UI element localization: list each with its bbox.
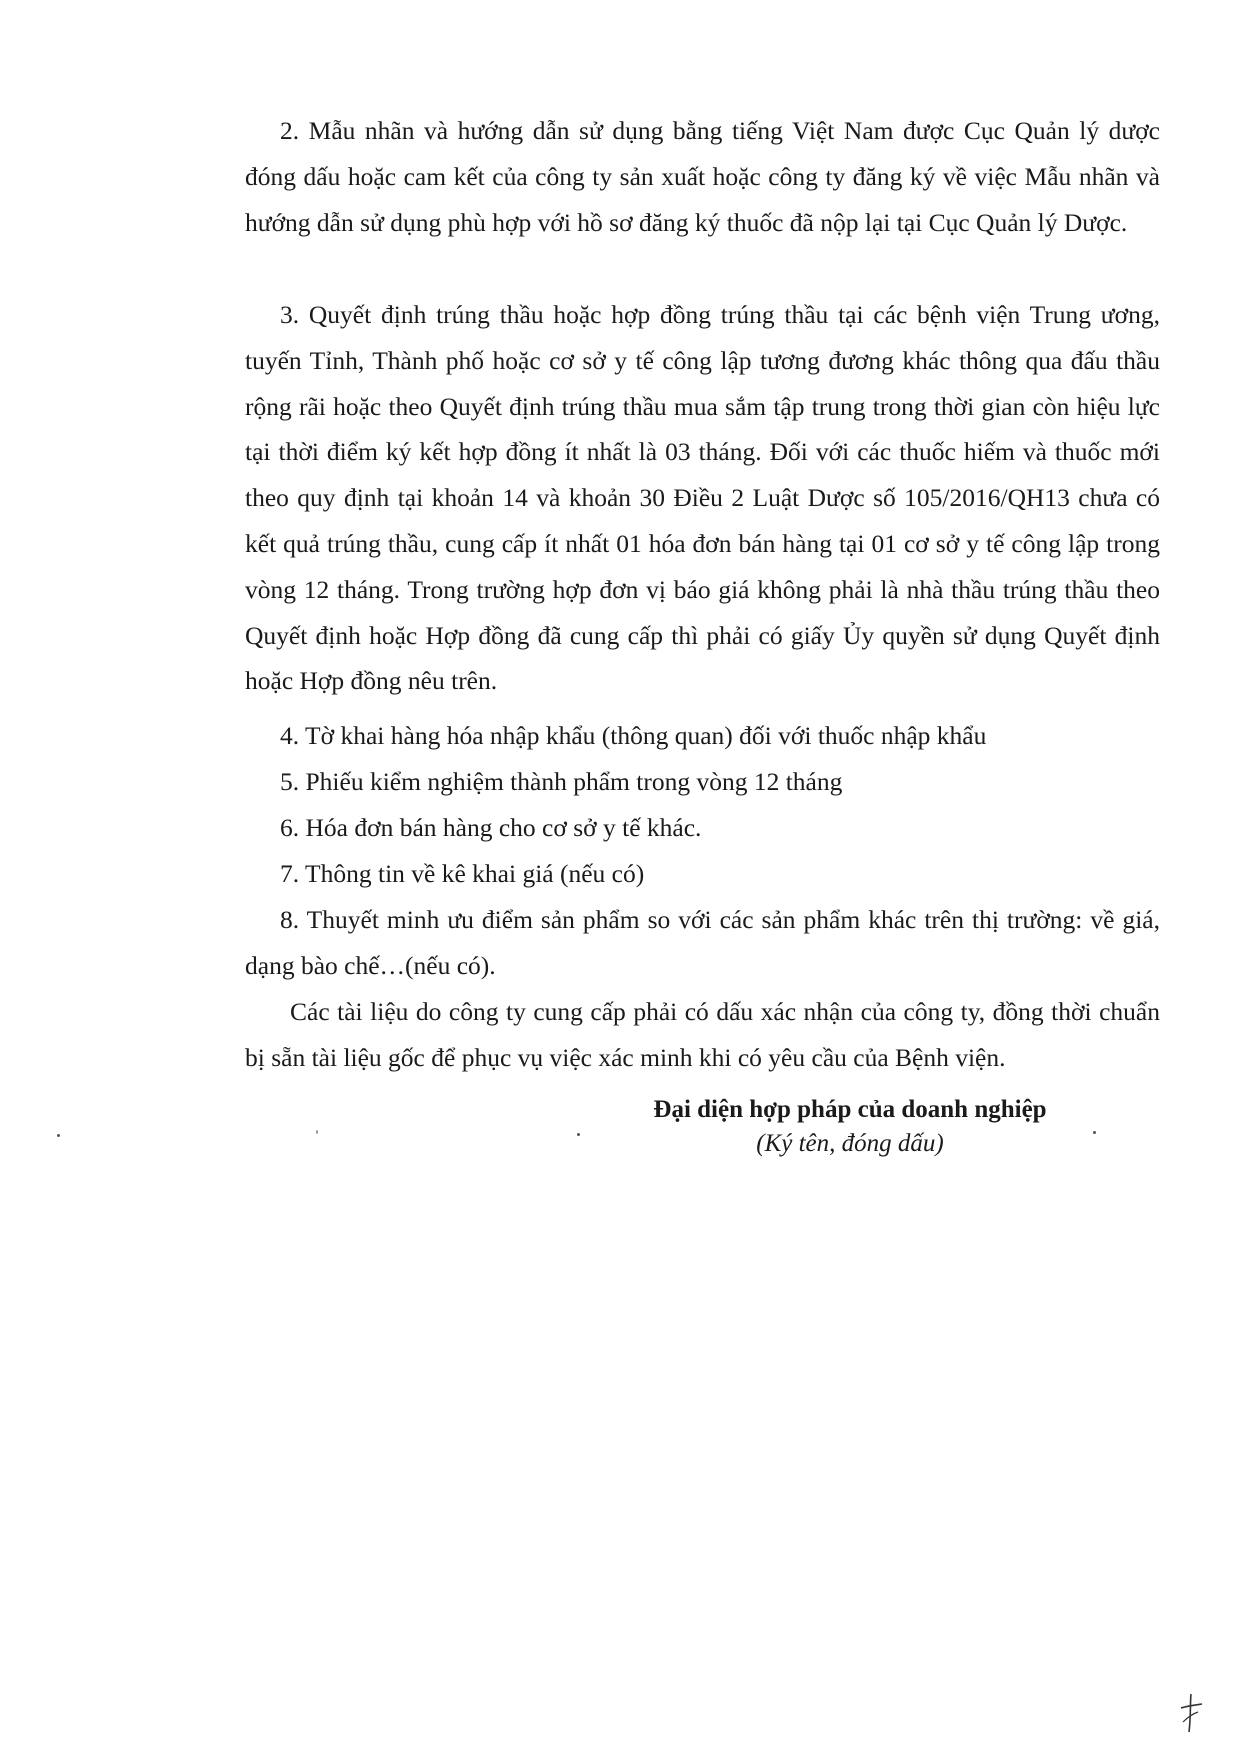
- scan-speck: [1093, 1131, 1096, 1134]
- signature-title: Đại diện hợp pháp của doanh nghiệp: [653, 1096, 1047, 1123]
- signature-note: (Ký tên, đóng dấu): [756, 1130, 944, 1157]
- scan-speck: [57, 1134, 60, 1137]
- scan-speck: [577, 1133, 580, 1136]
- item-7-line: 7. Thông tin về kê khai giá (nếu có): [280, 859, 645, 888]
- item-2-paragraph: 2. Mẫu nhãn và hướng dẫn sử dụng bằng tiếng Việt Nam được Cục Quản lý dược đóng dấu hoặc cam kết của công ty sản xuất hoặc công ty đăng ký về việc Mẫu nhãn và hướng dẫn sử dụng phù hợp với hồ sơ đăng ký thuốc đã nộp lại tại Cục Quản lý Dược.: [245, 116, 1160, 237]
- item-4-line: 4. Tờ khai hàng hóa nhập khẩu (thông quan) đối với thuốc nhập khẩu: [280, 721, 987, 750]
- item-5-line: 5. Phiếu kiểm nghiệm thành phẩm trong vòng 12 tháng: [280, 767, 843, 796]
- handwritten-initial-mark: [1178, 1692, 1204, 1734]
- closing-paragraph: Các tài liệu do công ty cung cấp phải có dấu xác nhận của công ty, đồng thời chuẩn bị sẵn tài liệu gốc để phục vụ việc xác minh khi có yêu cầu của Bệnh viện.: [245, 997, 1160, 1072]
- item-6-line: 6. Hóa đơn bán hàng cho cơ sở y tế khác.: [280, 813, 702, 842]
- item-8-paragraph: 8. Thuyết minh ưu điểm sản phẩm so với các sản phẩm khác trên thị trường: về giá, dạng bào chế…(nếu có).: [245, 905, 1160, 980]
- item-3-paragraph: 3. Quyết định trúng thầu hoặc hợp đồng trúng thầu tại các bệnh viện Trung ương, tuyến Tỉnh, Thành phố hoặc cơ sở y tế công lập tương đương khác thông qua đấu thầu rộng rãi hoặc theo Quyết định trúng thầu mua sắm tập trung trong thời gian còn hiệu lực tại thời điểm ký kết hợp đồng ít nhất là 03 tháng. Đối với các thuốc hiếm và thuốc mới theo quy định tại khoản 14 và khoản 30 Điều 2 Luật Dược số 105/2016/QH13 chưa có kết quả trúng thầu, cung cấp ít nhất 01 hóa đơn bán hàng tại 01 cơ sở y tế công lập trong vòng 12 tháng. Trong trường hợp đơn vị báo giá không phải là nhà thầu trúng thầu theo Quyết định hoặc Hợp đồng đã cung cấp thì phải có giấy Ủy quyền sử dụng Quyết định hoặc Hợp đồng nêu trên.: [245, 300, 1160, 696]
- scan-speck: [316, 1130, 318, 1134]
